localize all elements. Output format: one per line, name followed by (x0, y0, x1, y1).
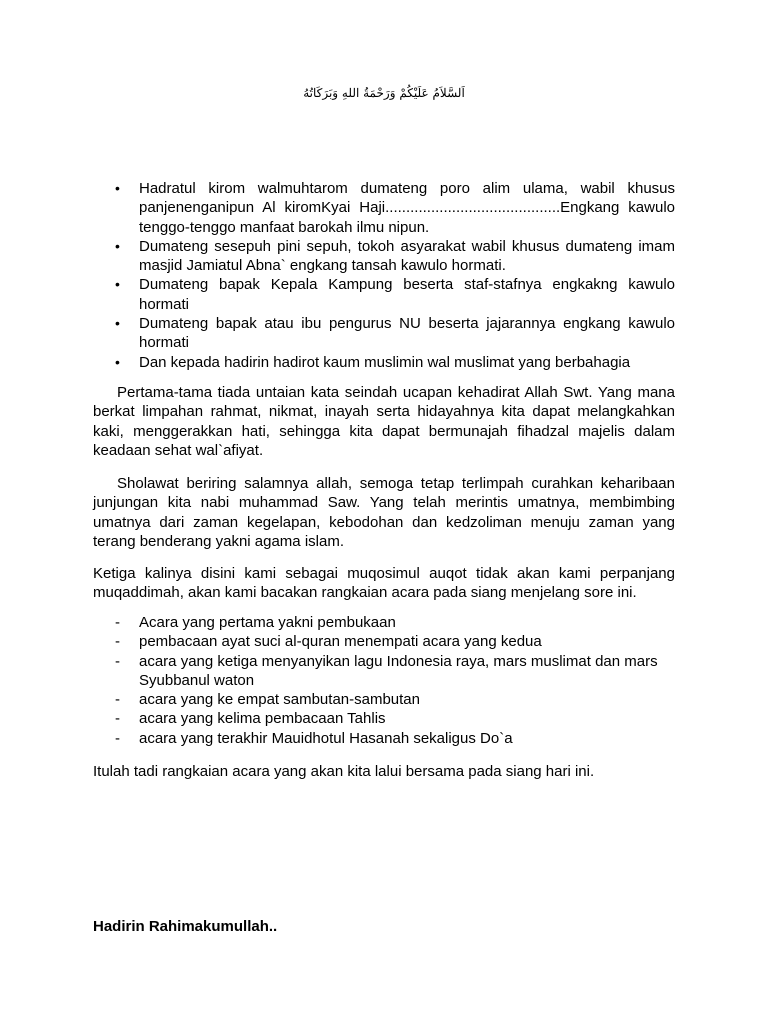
dash-marker: - (115, 614, 120, 631)
opening-paragraph: Pertama-tama tiada untaian kata seindah ucapan kehadirat Allah Swt. Yang mana berkat limpahan rahmat, nikmat, inayah serta hidayahnya kita dapat melangkahkan kaki, menggerakkan hati, sehingga kita dapat bermunajah fihadzal majelis dalam keadaan sehat wal`afiyat. (93, 384, 675, 459)
list-item: - Acara yang pertama yakni pembukaan (115, 614, 396, 631)
dash-marker: - (115, 729, 120, 747)
bullet-icon: • (115, 276, 120, 293)
agenda-intro-paragraph: Ketiga kalinya disini kami sebagai muqosimul auqot tidak akan kami perpanjang muqaddimah, akan kami bacakan rangkaian acara pada siang menjelang sore ini. (93, 565, 675, 602)
bullet-icon: • (115, 237, 120, 254)
list-item: - acara yang ketiga menyanyikan lagu Indonesia raya, mars muslimat dan mars Syubbanul waton (115, 652, 658, 689)
list-item: • Dumateng bapak atau ibu pengurus NU beserta jajarannya engkang kawulo hormati (115, 315, 675, 352)
sholawat-paragraph: Sholawat beriring salamnya allah, semoga tetap terlimpah curahkan keharibaan junjungan kita nabi muhammad Saw. Yang telah merintis umatnya, membimbing umatnya dari zaman kegelapan, kebodohan dan kedzoliman menuju zaman yang terang benderang yakni agama islam. (93, 475, 675, 550)
bullet-icon: • (115, 353, 120, 370)
honorifics-bullet-list (93, 179, 675, 372)
list-item: • Dumateng bapak Kepala Kampung beserta staf-stafnya engkakng kawulo hormati (115, 276, 675, 313)
list-item: • Hadratul kirom walmuhtarom dumateng poro alim ulama, wabil khusus panjenenganipun Al kiromKyai Haji..........................................Engkang kawulo tenggo-tenggo manfaat barokah ilmu nipun. (115, 180, 675, 236)
bullet-icon: • (115, 315, 120, 332)
agenda-closing-paragraph: Itulah tadi rangkaian acara yang akan kita lalui bersama pada siang hari ini. (93, 763, 595, 780)
dash-marker: - (115, 691, 120, 709)
agenda-list (93, 613, 675, 748)
section-heading: Hadirin Rahimakumullah.. (93, 918, 278, 935)
list-item: - acara yang kelima pembacaan Tahlis (115, 710, 386, 728)
dash-marker: - (115, 633, 120, 651)
list-item: • Dumateng sesepuh pini sepuh, tokoh asyarakat wabil khusus dumateng imam masjid Jamiatul Abna` engkang tansah kawulo hormati. (115, 237, 675, 275)
list-item: - acara yang ke empat sambutan-sambutan (115, 691, 420, 709)
list-item: • Dan kepada hadirin hadirot kaum muslimin wal muslimat yang berbahagia (115, 353, 631, 371)
bullet-icon: • (115, 180, 120, 196)
arabic-greeting: اَلسَّلاَمُ عَلَيْكُمْ وَرَحْمَةُ اللهِ وَبَرَكَاتُهُ (303, 86, 465, 100)
dash-marker: - (115, 652, 120, 670)
list-item: - pembacaan ayat suci al-quran menempati acara yang kedua (115, 633, 542, 651)
list-item: - acara yang terakhir Mauidhotul Hasanah sekaligus Do`a (115, 729, 513, 747)
dash-marker: - (115, 710, 120, 728)
